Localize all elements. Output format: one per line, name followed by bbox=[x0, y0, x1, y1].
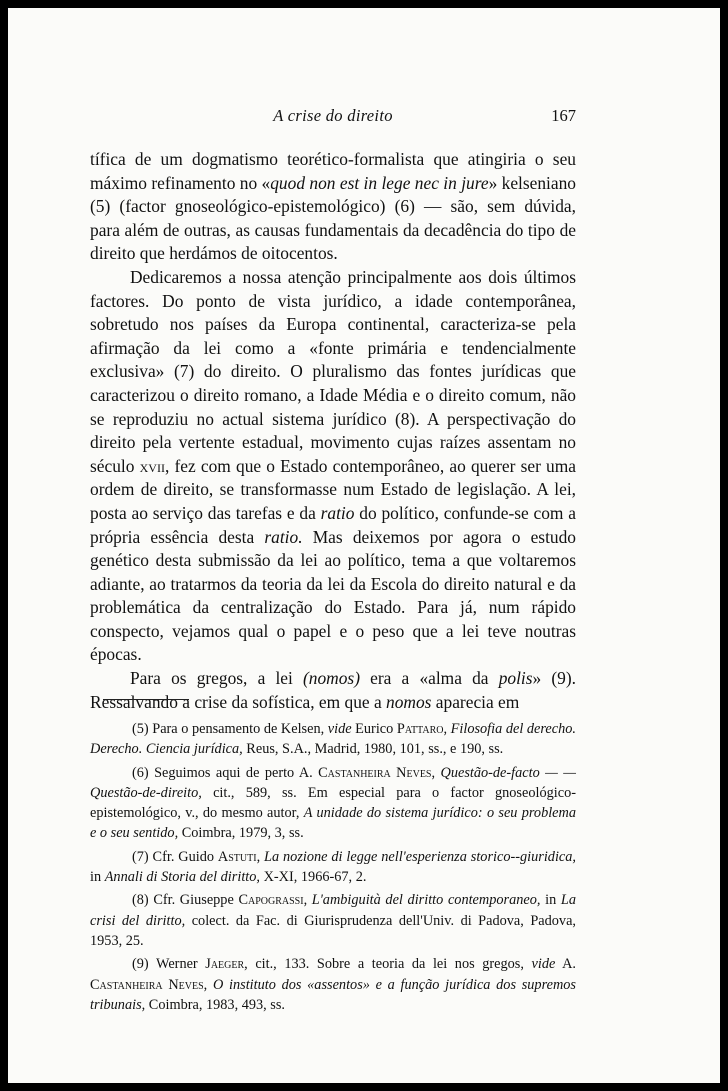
smallcaps-run: Jaeger bbox=[205, 956, 245, 973]
smallcaps-run: Astuti bbox=[217, 848, 257, 865]
italic-run: O instituto dos «assentos» e a função jurídica dos supremos tribunais, bbox=[90, 976, 576, 1013]
italic-run: polis bbox=[498, 668, 533, 689]
text-run: » (9). Ressalvando a crise da sofística, em que a bbox=[90, 668, 577, 712]
text-run: Reus, S.A., Madrid, 1980, 101, ss., e 190, ss. bbox=[242, 741, 504, 758]
smallcaps-run: Pattaro bbox=[396, 721, 444, 737]
text-run: colect. da Fac. di Giurisprudenza dell'Univ. di Padova, Padova, 1953, 25. bbox=[90, 912, 576, 949]
italic-run: ratio. bbox=[264, 526, 303, 547]
footnotes bbox=[90, 719, 576, 1018]
text-run: , bbox=[443, 721, 451, 737]
footnote bbox=[90, 719, 576, 760]
text-run: Para os gregos, a lei bbox=[130, 668, 303, 689]
italic-run: La crisi del diritto, bbox=[90, 892, 576, 929]
paragraph bbox=[90, 148, 576, 266]
running-title: A crise do direito bbox=[273, 106, 393, 125]
text-run: (9) Werner bbox=[132, 956, 206, 973]
text-run: » kelseniano (5) (factor gnoseológico-epistemológico) (6) — são, sem dúvida, para além de outras, as causas fundamentais da decadência do tipo de direito que herdámos de oitocentos. bbox=[90, 172, 577, 264]
text-run: A. bbox=[555, 956, 576, 973]
italic-run: Questão-de-facto — — Questão-de-direito, bbox=[90, 764, 577, 801]
text-run: , fez com que o Estado contemporâneo, ao querer ser uma ordem de direito, se transformasse num Estado de legislação. A lei, posta ao serviço das tarefas e da bbox=[90, 455, 576, 523]
italic-run: (nomos) bbox=[303, 668, 360, 689]
text-run: Eurico bbox=[351, 721, 397, 737]
italic-run: quod non est in lege nec in jure bbox=[270, 172, 489, 193]
italic-run: A unidade do sistema jurídico: o seu problema e o seu sentido, bbox=[90, 805, 577, 842]
footnote bbox=[90, 954, 576, 1015]
italic-run: vide bbox=[327, 721, 352, 737]
text-run: tífica de um dogmatismo teorético-formalista que atingiria o seu máximo refinamento no « bbox=[90, 149, 576, 193]
text-run: , bbox=[303, 892, 312, 909]
text-run: do político, confunde-se com a própria essência desta bbox=[90, 502, 576, 547]
footnote-separator bbox=[103, 699, 189, 700]
text-run: era a «alma da bbox=[360, 668, 499, 689]
italic-run: Filosofia del derecho. Derecho. Ciencia jurídica, bbox=[90, 721, 576, 758]
text-run: Mas deixemos por agora o estudo genético desta submissão da lei ao político, tema a que voltaremos adiante, ao tratarmos da teoria da lei da Escola do direito natural e da problemática da centralização do Estado. Para já, num rápido conspecto, vejamos qual o papel e o peso que a lei teve noutras épocas. bbox=[90, 526, 576, 665]
italic-run: ratio bbox=[320, 502, 355, 523]
footnote bbox=[90, 847, 576, 888]
main-text bbox=[90, 148, 576, 714]
italic-run: nomos bbox=[386, 691, 432, 712]
text-run: aparecia em bbox=[431, 691, 520, 712]
italic-run: vide bbox=[531, 956, 556, 973]
footnote bbox=[90, 890, 576, 951]
page-number: 167 bbox=[551, 106, 576, 125]
text-run: , cit., 133. Sobre a teoria da lei nos gregos, bbox=[244, 956, 532, 973]
italic-run: L'ambiguità del diritto contemporaneo, bbox=[311, 892, 541, 909]
text-run: , bbox=[256, 848, 265, 865]
paragraph bbox=[90, 667, 576, 714]
italic-run: Annali di Storia del diritto, bbox=[104, 869, 260, 886]
smallcaps-run: Castanheira Neves bbox=[90, 976, 204, 993]
text-run: cit., 589, ss. Em especial para o factor gnoseológico-epistemológico, v., do mesmo autor, bbox=[90, 784, 576, 822]
smallcaps-run: Castanheira Neves bbox=[318, 764, 432, 781]
footnote bbox=[90, 763, 576, 844]
paragraph bbox=[90, 266, 576, 667]
text-run: Coimbra, 1979, 3, ss. bbox=[178, 825, 304, 842]
text-run: , bbox=[203, 976, 213, 993]
text-run: (8) Cfr. Giuseppe bbox=[132, 892, 239, 909]
text-run: (6) Seguimos aqui de perto A. bbox=[132, 764, 319, 781]
text-run: (7) Cfr. Guido bbox=[132, 848, 218, 865]
text-run: X-XI, 1966-67, 2. bbox=[260, 869, 367, 886]
text-run: in bbox=[540, 892, 561, 909]
text-run: in bbox=[90, 869, 105, 886]
text-run: , bbox=[431, 764, 441, 781]
smallcaps-run: xvii bbox=[139, 455, 165, 476]
text-run: Coimbra, 1983, 493, ss. bbox=[145, 996, 286, 1013]
text-run: Dedicaremos a nossa atenção principalmente aos dois últimos factores. Do ponto de vista jurídico, a idade contemporânea, sobretudo nos países da Europa continental, caracteriza-se pela afirmação da lei como a «fonte primária e tendencialmente exclusiva» (7) do direito. O pluralismo das fontes jurídicas que caracterizou o direito romano, a Idade Média e o direito comum, não se reproduziu no actual sistema jurídico (8). A perspectivação do direito pela vertente estadual, movimento cujas raízes assentam no século bbox=[90, 266, 576, 476]
italic-run: La nozione di legge nell'esperienza storico--giuridica, bbox=[264, 848, 576, 865]
book-page bbox=[8, 8, 720, 1083]
smallcaps-run: Capograssi bbox=[238, 892, 304, 909]
text-run: (5) Para o pensamento de Kelsen, bbox=[132, 721, 328, 737]
